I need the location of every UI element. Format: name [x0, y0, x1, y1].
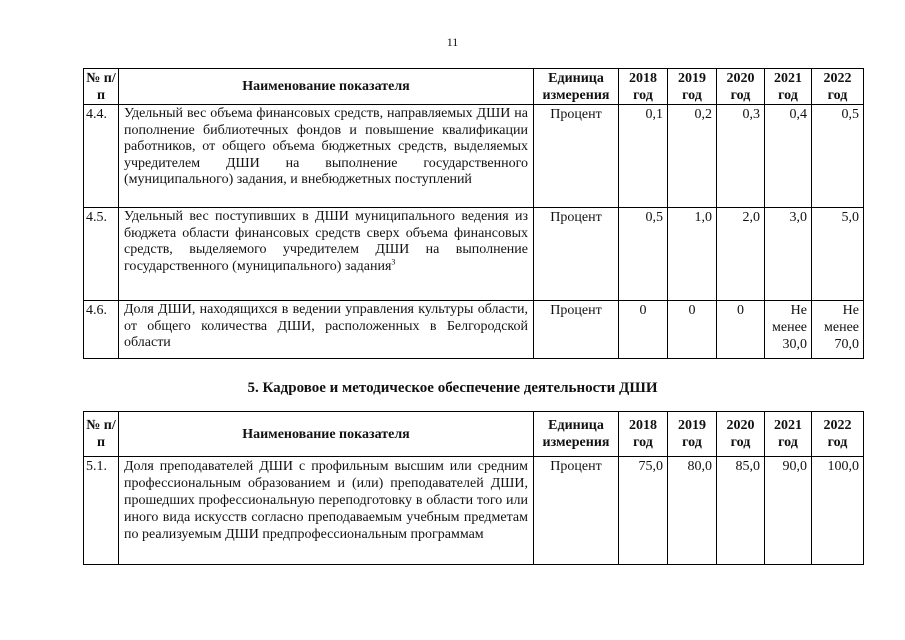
section-5-heading: 5. Кадровое и методическое обеспечение деятельности ДШИ [247, 380, 658, 396]
header-no: № п/п [84, 69, 119, 105]
row-number: 4.4. [84, 105, 119, 208]
row-number: 4.5. [84, 208, 119, 301]
value-2022: 100,0 [812, 457, 864, 565]
row-number: 4.6. [84, 301, 119, 359]
header-indicator-name: Наименование показателя [119, 69, 534, 105]
table-row [84, 105, 864, 208]
table-header-row [84, 412, 864, 457]
value-2021: 3,0 [765, 208, 812, 301]
indicators-table-section-5 [83, 411, 864, 565]
value-2018: 0 [619, 301, 668, 359]
header-no: № п/п [84, 412, 119, 457]
value-2020: 85,0 [717, 457, 765, 565]
table-row [84, 457, 864, 565]
indicator-name: Доля преподавателей ДШИ с профильным высшим или средним профессиональным образованием и (или) преподавателей ДШИ, прошедших профессиональную переподготовку в области того или иного вида искусств согласно преподаваемым учебным предметам по реализуемым ДШИ предпрофессиональным программам [119, 457, 534, 565]
unit-cell: Процент [534, 105, 619, 208]
value-2019: 0,2 [668, 105, 717, 208]
value-2021: 0,4 [765, 105, 812, 208]
value-2022: Не менее 70,0 [812, 301, 864, 359]
header-indicator-name: Наименование показателя [119, 412, 534, 457]
value-2019: 0 [668, 301, 717, 359]
table-row [84, 208, 864, 301]
value-2020: 0,3 [717, 105, 765, 208]
header-year-2018: 2018 год [619, 412, 668, 457]
value-2018: 75,0 [619, 457, 668, 565]
header-year-2018: 2018 год [619, 69, 668, 105]
header-year-2019: 2019 год [668, 412, 717, 457]
header-unit: Единица измерения [534, 412, 619, 457]
value-2019: 80,0 [668, 457, 717, 565]
value-2022: 5,0 [812, 208, 864, 301]
header-year-2021: 2021 год [765, 412, 812, 457]
header-unit: Единица измерения [534, 69, 619, 105]
table-header-row [84, 69, 864, 105]
unit-cell: Процент [534, 457, 619, 565]
value-2022: 0,5 [812, 105, 864, 208]
header-year-2020: 2020 год [717, 69, 765, 105]
indicator-name: Удельный вес объема финансовых средств, направляемых ДШИ на пополнение библиотечных фондов и повышение квалификации работников, от общего объема бюджетных средств, выделяемых учредителем ДШИ на выполнение государственного (муниципального) задания, и внебюджетных поступлений [119, 105, 534, 208]
unit-cell: Процент [534, 208, 619, 301]
value-2018: 0,1 [619, 105, 668, 208]
indicator-name-text: Удельный вес поступивших в ДШИ муниципального ведения из бюджета области финансовых средств сверх объема финансовых средств, выделяемого учредителем ДШИ на выполнение государственного (муниципального) задания [124, 209, 528, 274]
value-2019: 1,0 [668, 208, 717, 301]
indicators-table-section-4 [83, 68, 864, 359]
page-number: 11 [446, 35, 459, 49]
header-year-2020: 2020 год [717, 412, 765, 457]
footnote-marker: 3 [391, 257, 396, 267]
value-2018: 0,5 [619, 208, 668, 301]
indicator-name: Доля ДШИ, находящихся в ведении управления культуры области, от общего количества ДШИ, расположенных в Белгородской области [119, 301, 534, 359]
header-year-2022: 2022 год [812, 412, 864, 457]
indicator-name [119, 208, 534, 301]
header-year-2019: 2019 год [668, 69, 717, 105]
table-row [84, 301, 864, 359]
row-number: 5.1. [84, 457, 119, 565]
value-2021: 90,0 [765, 457, 812, 565]
value-2020: 0 [717, 301, 765, 359]
value-2020: 2,0 [717, 208, 765, 301]
header-year-2022: 2022 год [812, 69, 864, 105]
header-year-2021: 2021 год [765, 69, 812, 105]
unit-cell: Процент [534, 301, 619, 359]
value-2021: Не менее 30,0 [765, 301, 812, 359]
